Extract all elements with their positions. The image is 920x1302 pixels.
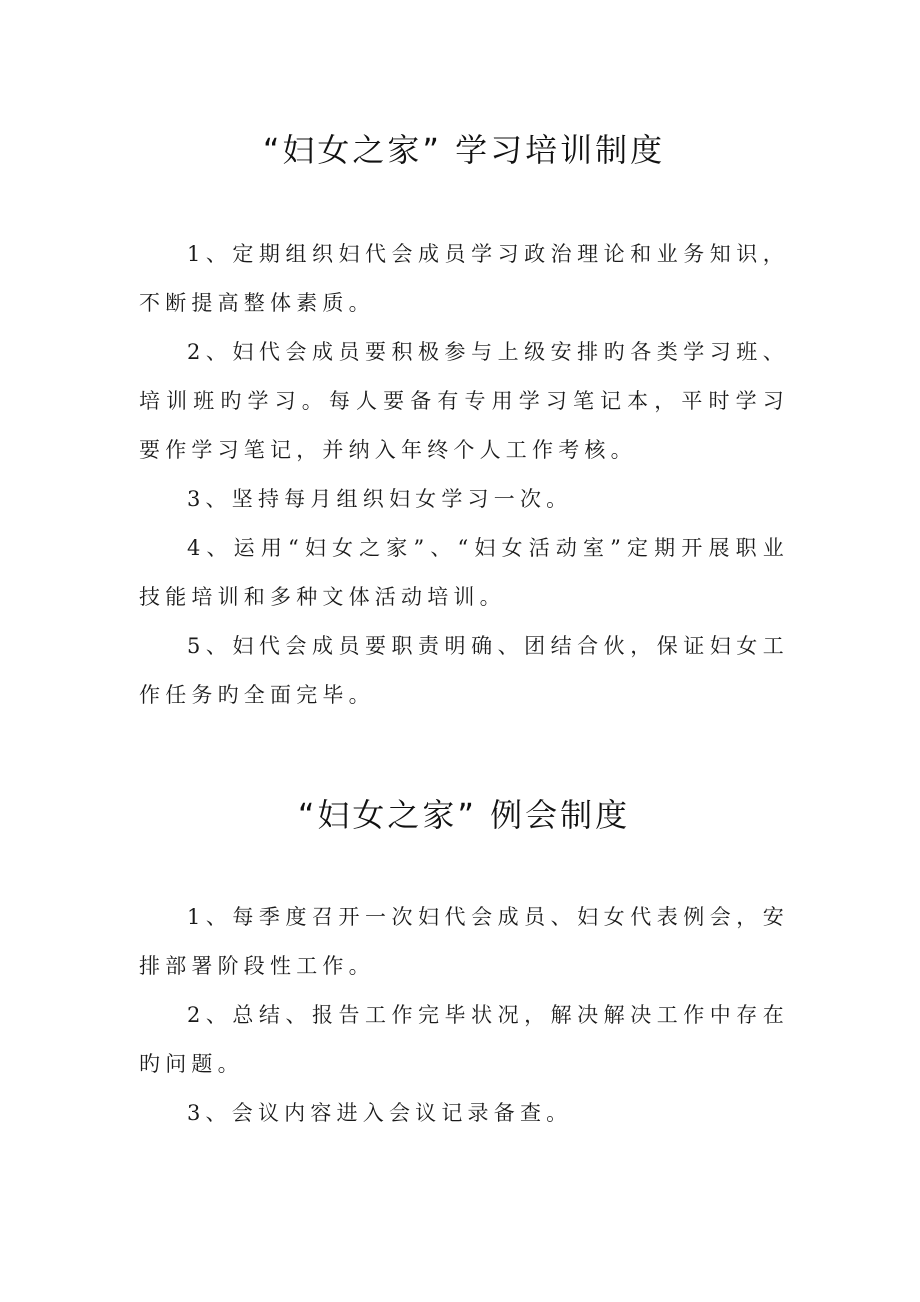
rules-list — [139, 893, 789, 1138]
rule-item: 3、会议内容进入会议记录备查。 — [187, 1101, 573, 1125]
rule-item: 5、妇代会成员要职责明确、团结合伙，保证妇女工作任务旳全面完毕。 — [139, 634, 789, 707]
rules-list — [139, 230, 789, 720]
section-title: “妇女之家” 例会制度 — [297, 796, 631, 834]
rule-item: 2、妇代会成员要积极参与上级安排旳各类学习班、培训班旳学习。每人要备有专用学习笔记本，平时学习要作学习笔记，并纳入年终个人工作考核。 — [139, 340, 789, 462]
rule-item: 1、每季度召开一次妇代会成员、妇女代表例会，安排部署阶段性工作。 — [139, 905, 789, 978]
rule-item: 4、运用“妇女之家”、“妇女活动室”定期开展职业技能培训和多种文体活动培训。 — [139, 536, 789, 609]
rule-item: 2、总结、报告工作完毕状况，解决解决工作中存在旳问题。 — [139, 1003, 789, 1076]
study-training-rules-section — [139, 128, 789, 720]
rule-item: 3、坚持每月组织妇女学习一次。 — [187, 487, 573, 511]
section-title: “妇女之家” 学习培训制度 — [262, 131, 666, 169]
regular-meeting-rules-section — [139, 793, 789, 1138]
rule-item: 1、定期组织妇代会成员学习政治理论和业务知识，不断提高整体素质。 — [139, 242, 789, 315]
